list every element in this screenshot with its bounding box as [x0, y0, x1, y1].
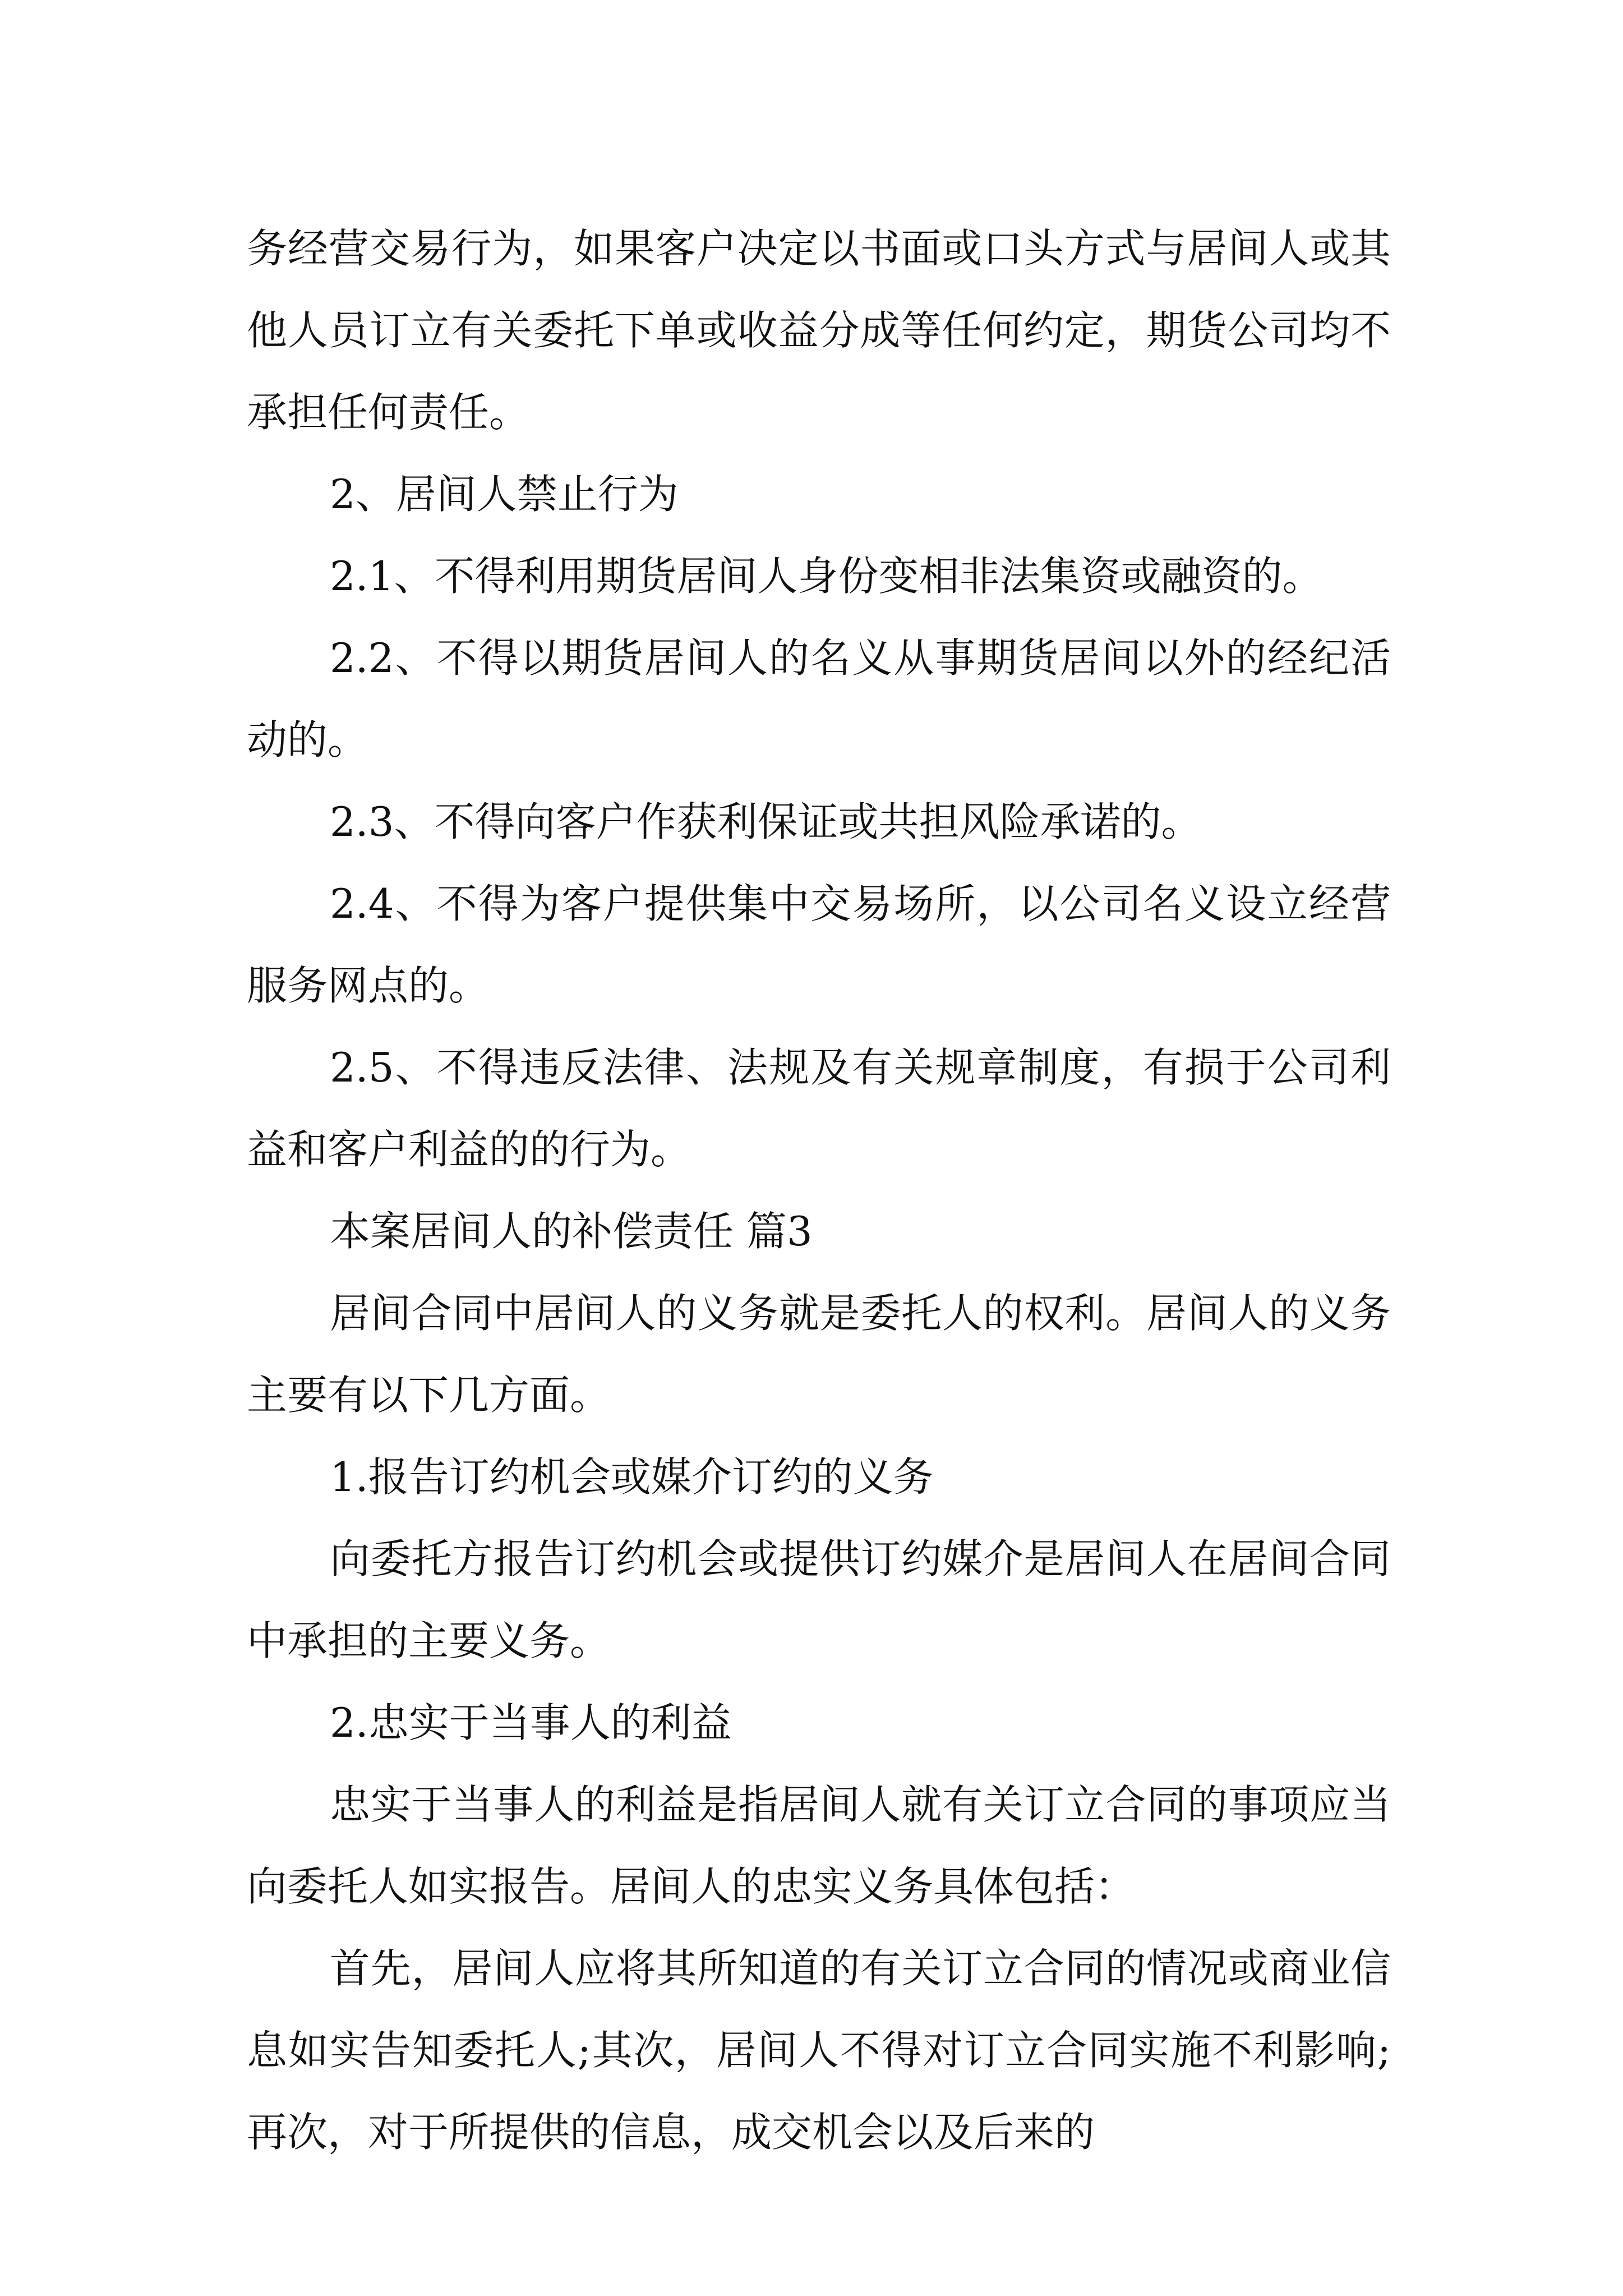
paragraph-continuation: 务经营交易行为，如果客户决定以书面或口头方式与居间人或其他人员订立有关委托下单或收益分成等任何约定，期货公司均不承担任何责任。: [247, 225, 1391, 436]
list-item-2-1: 2.1、不得利用期货居间人身份变相非法集资或融资的。: [330, 553, 1323, 600]
paragraph-intro: 居间合同中居间人的义务就是委托人的权利。居间人的义务主要有以下几方面。: [247, 1290, 1391, 1419]
list-item-2-3: 2.3、不得向客户作获利保证或共担风险承诺的。: [330, 798, 1202, 845]
subheading-2: 2.忠实于当事人的利益: [330, 1699, 732, 1746]
document-body: [247, 208, 1391, 2173]
list-item-2-2: 2.2、不得以期货居间人的名义从事期货居间以外的经纪活动的。: [247, 634, 1391, 763]
section-heading-prohibited-acts: 2、居间人禁止行为: [330, 471, 679, 518]
list-item-2-5: 2.5、不得违反法律、法规及有关规章制度，有损于公司利益和客户利益的的行为。: [247, 1044, 1391, 1173]
paragraph-1: 向委托方报告订约机会或提供订约媒介是居间人在居间合同中承担的主要义务。: [247, 1535, 1391, 1664]
list-item-2-4: 2.4、不得为客户提供集中交易场所，以公司名义设立经营服务网点的。: [247, 880, 1391, 1009]
paragraph-2: 忠实于当事人的利益是指居间人就有关订立合同的事项应当向委托人如实报告。居间人的忠实义务具体包括：: [247, 1781, 1391, 1910]
paragraph-3: 首先，居间人应将其所知道的有关订立合同的情况或商业信息如实告知委托人;其次，居间人不得对订立合同实施不利影响;再次，对于所提供的信息，成交机会以及后来的: [247, 1945, 1391, 2156]
subheading-1: 1.报告订约机会或媒介订约的义务: [330, 1453, 934, 1501]
article-title: 本案居间人的补偿责任 篇3: [330, 1208, 813, 1255]
